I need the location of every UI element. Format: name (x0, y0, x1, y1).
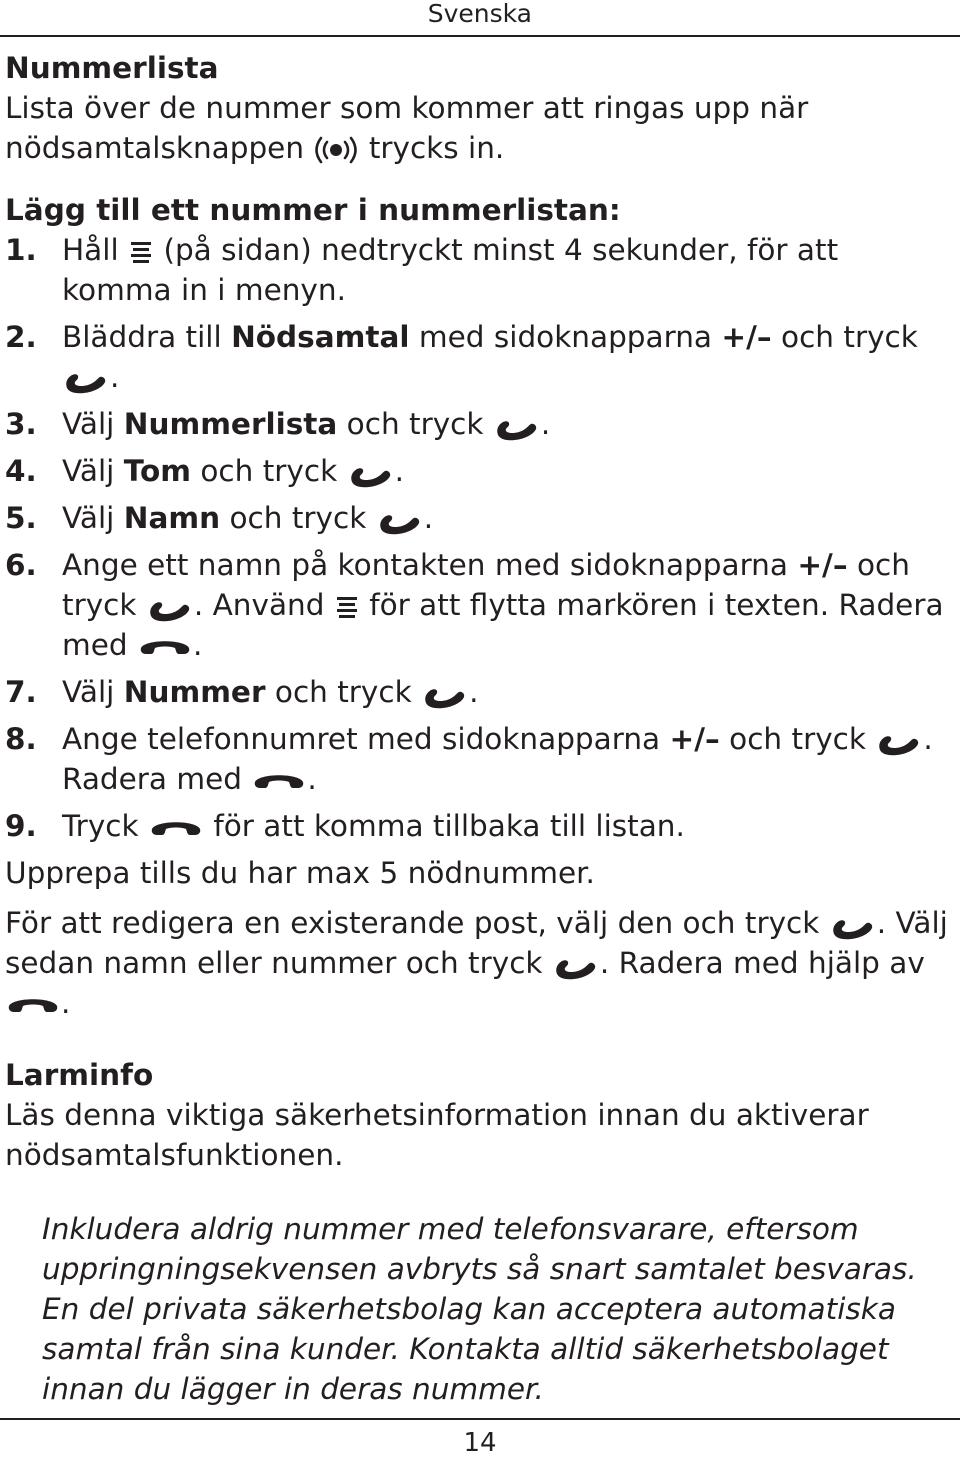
edit-text: För att redigera en existerande post, välj den och tryck (5, 906, 820, 940)
call-key-icon (147, 594, 193, 622)
step-text: Ange ett namn på kontakten med sidoknapparna (62, 548, 788, 582)
step-item (5, 672, 950, 712)
page-number: 14 (463, 1428, 497, 1458)
step-text: . (394, 454, 404, 488)
step-number: 2. (5, 320, 37, 354)
page-content (5, 48, 950, 1409)
alarm-info-title: Larminfo (5, 1058, 154, 1092)
step-text: och tryck (229, 501, 367, 535)
menu-keyword: Nödsamtal (231, 320, 410, 354)
step-text: Välj (62, 407, 115, 441)
call-key-icon (422, 681, 468, 709)
step-text: . Använd (193, 588, 325, 622)
step-number: 9. (5, 809, 37, 843)
step-number: 5. (5, 501, 37, 535)
menu-keyword: Namn (123, 501, 221, 535)
end-call-key-icon (6, 992, 60, 1020)
step-text: . Radera med (62, 722, 933, 796)
step-text: Ange telefonnumret med sidoknapparna (62, 722, 661, 756)
step-item (5, 230, 950, 310)
call-key-icon (63, 366, 109, 394)
step-item (5, 806, 950, 846)
end-call-key-icon (252, 768, 306, 796)
side-keys-label: +/– (797, 548, 848, 582)
repeat-instruction: Upprepa tills du har max 5 nödnummer. (5, 856, 595, 890)
step-text: (på sidan) nedtryckt minst 4 sekunder, för att komma in i menyn. (62, 233, 839, 307)
side-keys-label: +/– (721, 320, 772, 354)
header-rule (0, 35, 960, 37)
page-header-language: Svenska (427, 0, 532, 28)
edit-text: . (61, 986, 71, 1020)
step-text: Välj (62, 454, 115, 488)
step-text: . (423, 501, 434, 535)
menu-keyword: Nummer (123, 675, 266, 709)
step-text: Bläddra till (62, 320, 222, 354)
step-text: för att komma tillbaka till listan. (213, 809, 685, 843)
step-item (5, 545, 950, 665)
step-text: och tryck (781, 320, 918, 354)
step-number: 6. (5, 548, 37, 582)
footer-rule (0, 1418, 960, 1420)
step-item (5, 451, 950, 491)
menu-keyword: Tom (123, 454, 191, 488)
step-text: . (193, 628, 203, 662)
step-number: 1. (5, 233, 37, 267)
edit-text: . Välj sedan namn eller nummer och tryck (5, 906, 948, 980)
intro-text-1: Lista över de nummer som kommer att ringas upp när nödsamtalsknappen (5, 91, 809, 165)
end-call-key-icon (149, 815, 203, 843)
step-text: med sidoknapparna (418, 320, 712, 354)
alarm-info-note: Inkludera aldrig nummer med telefonsvarare, eftersom uppringningsekvensen avbryts så snart samtalet besvaras. En del privata säkerhetsbolag kan acceptera automatiska samtal från sina kunder. Kontakta alltid säkerhetsbolaget innan du lägger in deras nummer. (42, 1212, 917, 1406)
step-item (5, 317, 950, 397)
call-key-icon (876, 728, 922, 756)
step-text: och tryck (62, 548, 910, 622)
step-text: och tryck (346, 407, 484, 441)
step-text: Välj (62, 501, 115, 535)
step-text: . (469, 675, 479, 709)
call-key-icon (553, 952, 599, 980)
number-list-intro (5, 88, 950, 168)
emergency-button-icon (314, 135, 358, 165)
number-list-title: Nummerlista (5, 51, 219, 85)
step-number: 8. (5, 722, 37, 756)
call-key-icon (830, 912, 876, 940)
step-number: 7. (5, 675, 37, 709)
add-number-steps (5, 230, 950, 846)
step-text: och tryck (200, 454, 338, 488)
step-number: 3. (5, 407, 37, 441)
step-text: Håll (62, 233, 119, 267)
step-text: och tryck (274, 675, 412, 709)
menu-keyword: Nummerlista (123, 407, 338, 441)
add-number-heading: Lägg till ett nummer i nummerlistan: (5, 193, 621, 227)
call-key-icon (494, 413, 540, 441)
step-item (5, 719, 950, 799)
alarm-info-intro: Läs denna viktiga säkerhetsinformation innan du aktiverar nödsamtalsfunktionen. (5, 1098, 869, 1172)
end-call-key-icon (138, 634, 192, 662)
edit-text: . Radera med hjälp av (599, 946, 925, 980)
call-key-icon (348, 460, 394, 488)
step-text: Välj (62, 675, 115, 709)
step-number: 4. (5, 454, 37, 488)
step-text: för att flytta markören i texten. Radera med (62, 588, 944, 662)
menu-key-icon (129, 239, 153, 267)
step-text: . (540, 407, 551, 441)
step-item (5, 498, 950, 538)
step-text: . (110, 360, 120, 394)
menu-key-icon (335, 594, 359, 622)
intro-text-2: trycks in. (368, 131, 505, 165)
step-text: Tryck (62, 809, 139, 843)
call-key-icon (377, 507, 423, 535)
step-item (5, 404, 950, 444)
side-keys-label: +/– (669, 722, 720, 756)
step-text: . (307, 762, 317, 796)
step-text: och tryck (729, 722, 866, 756)
edit-instruction (5, 903, 950, 1023)
